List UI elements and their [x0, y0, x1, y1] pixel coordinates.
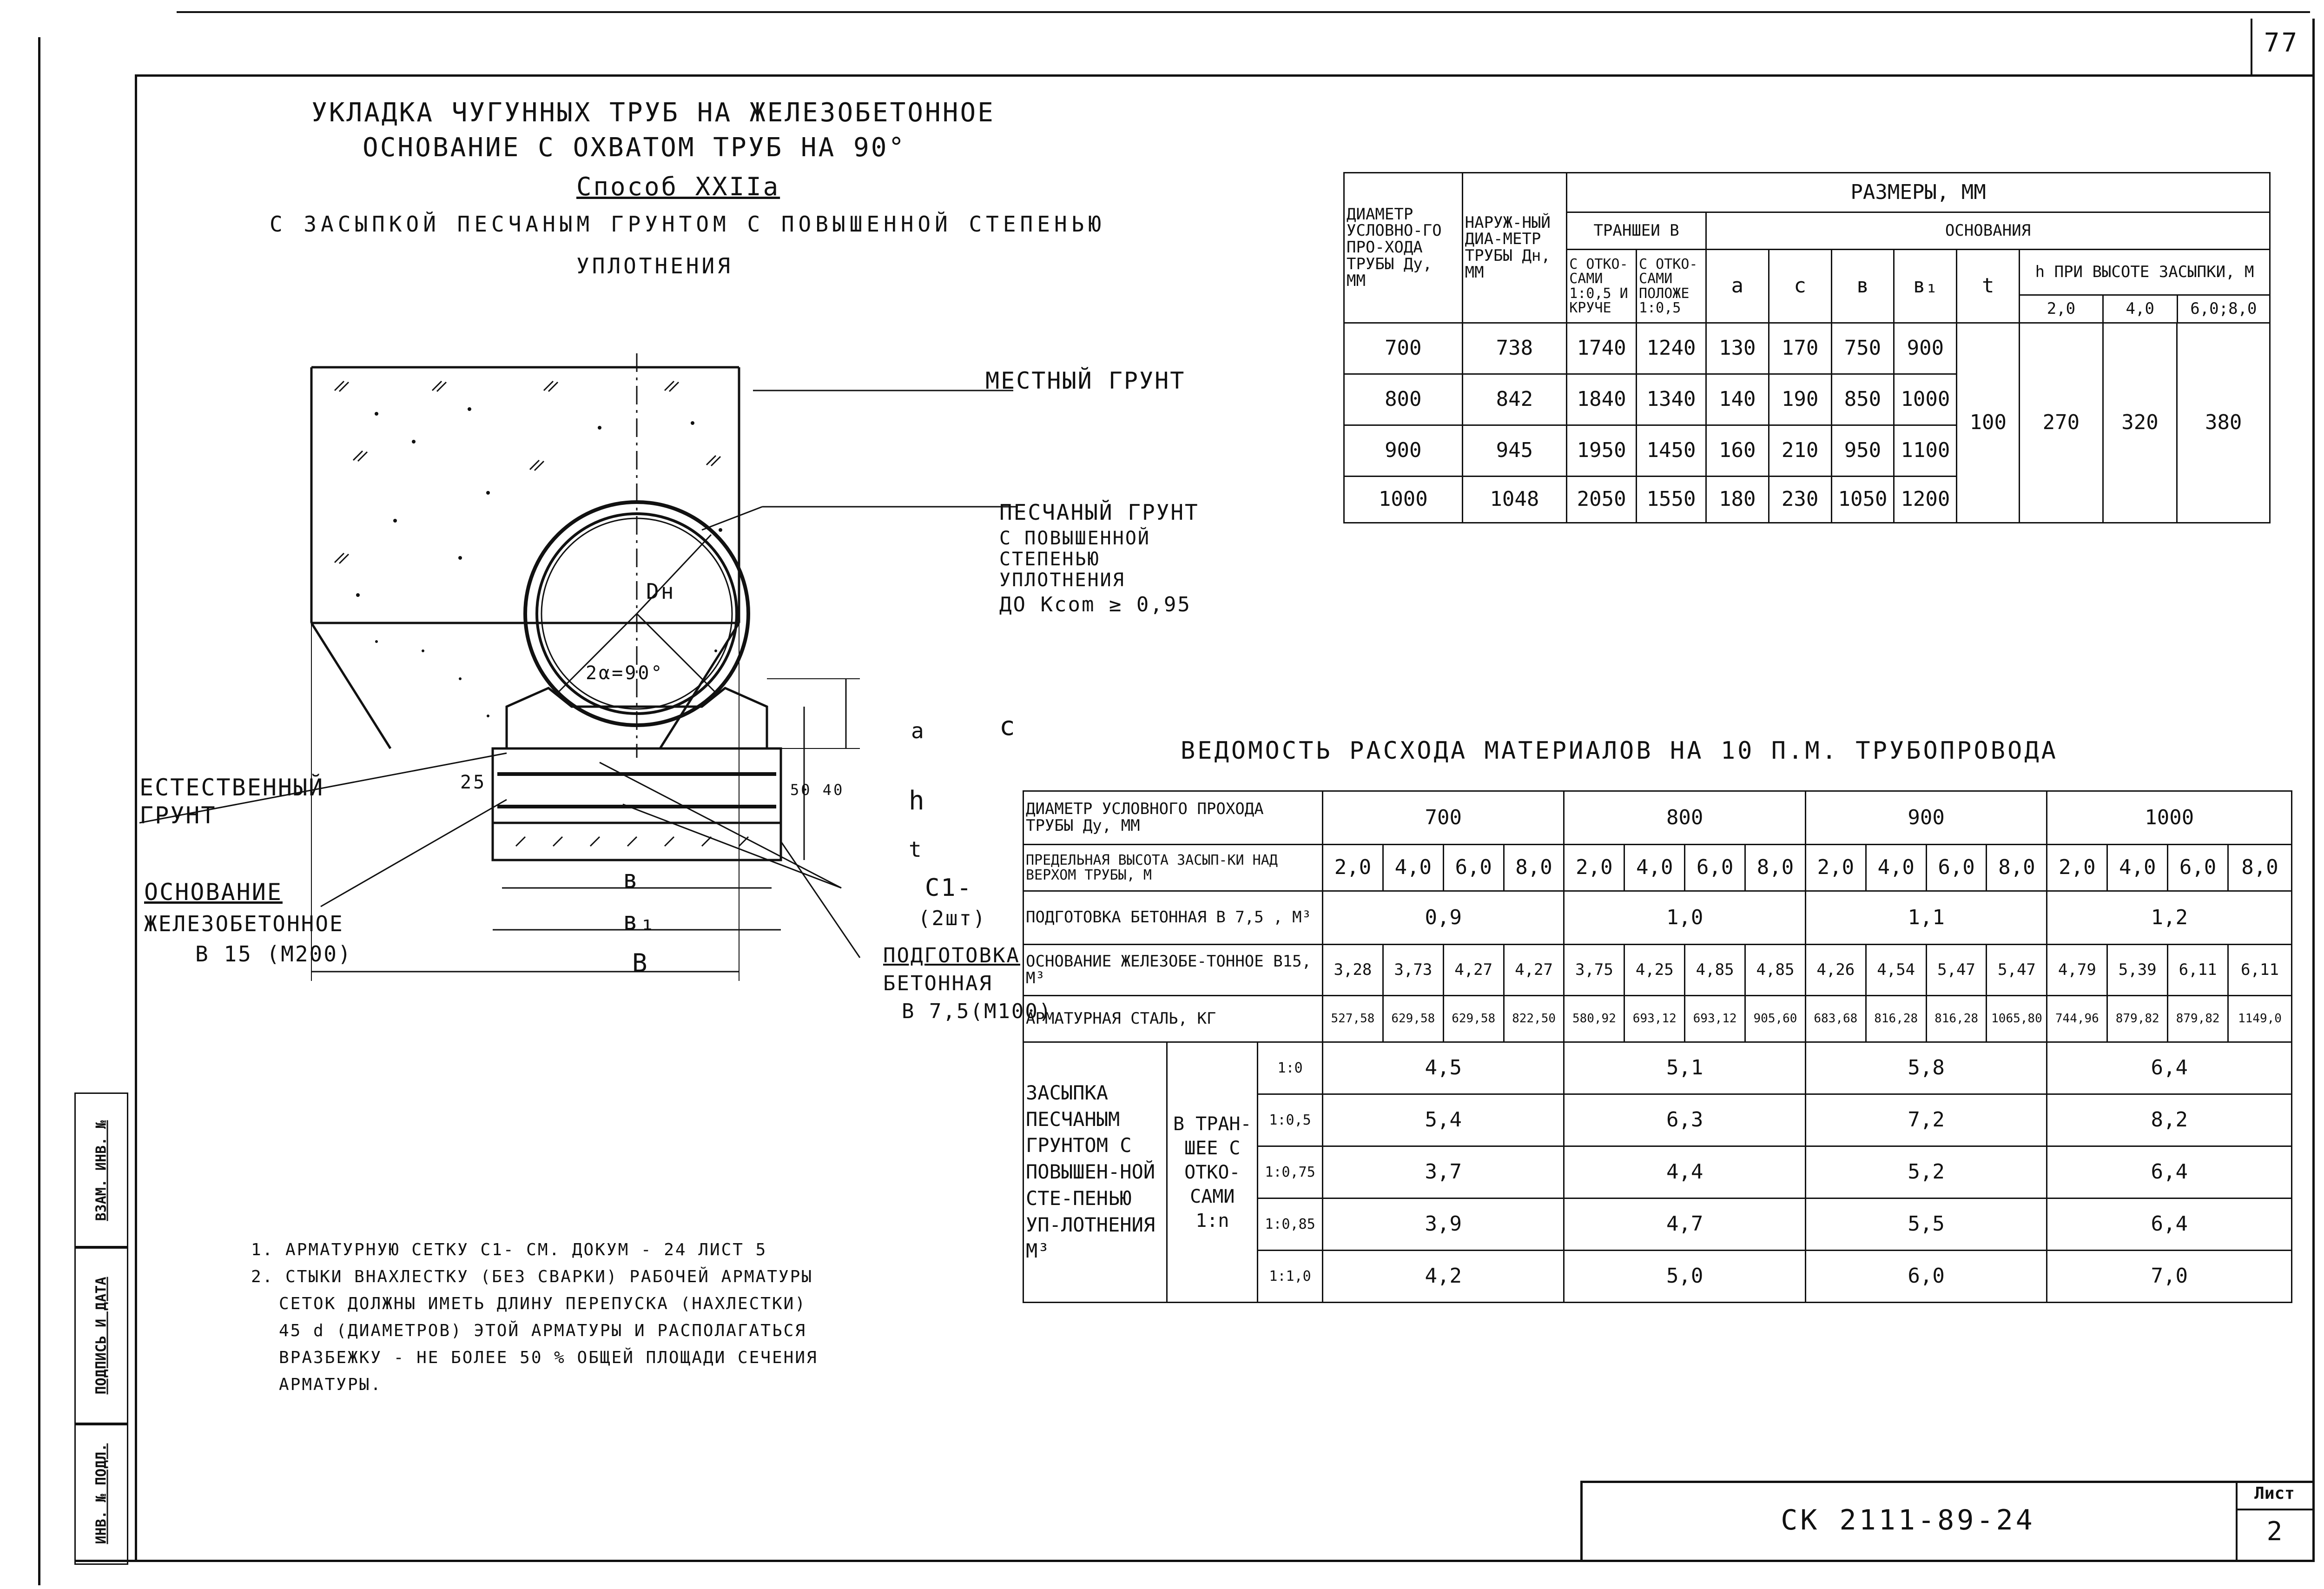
materials-title: ВЕДОМОСТЬ РАСХОДА МАТЕРИАЛОВ НА 10 П.М. ТРУБОПРОВОДА [1181, 737, 2058, 765]
label-dim-b1: в₁ [623, 907, 657, 936]
mat-fill-cell: 3,7 [1323, 1146, 1564, 1198]
mat-header-fill-trench: В ТРАН-ШЕЕ С ОТКО-САМИ 1:n [1167, 1042, 1258, 1303]
mat-header-diameter: ДИАМЕТР УСЛОВНОГО ПРОХОДА ТРУБЫ Ду, ММ [1023, 791, 1323, 845]
dims-header-b1: в₁ [1894, 250, 1957, 323]
dims-h-value-4: 320 [2103, 323, 2177, 523]
mat-height-cell: 2,0 [1805, 845, 1866, 891]
dims-cell: 1240 [1637, 323, 1706, 374]
mat-header-steel: АРМАТУРНАЯ СТАЛЬ, КГ [1023, 996, 1323, 1042]
dims-cell: 1740 [1567, 323, 1637, 374]
dims-cell: 750 [1831, 323, 1894, 374]
dims-header-trench: ТРАНШЕИ В [1567, 212, 1706, 250]
mat-steel-cell: 527,58 [1323, 996, 1383, 1042]
dims-header-t: t [1957, 250, 2020, 323]
dims-header-h-4: 4,0 [2104, 296, 2178, 322]
mat-height-cell: 4,0 [1866, 845, 1926, 891]
mat-prep-cell: 0,9 [1323, 891, 1564, 945]
label-dim-t: t [909, 837, 924, 862]
mat-height-cell: 6,0 [2168, 845, 2228, 891]
mat-fill-cell: 8,2 [2047, 1094, 2292, 1146]
mat-base-cell: 4,54 [1866, 945, 1926, 996]
page-number: 77 [2264, 28, 2299, 58]
mat-steel-cell: 629,58 [1383, 996, 1443, 1042]
mat-base-cell: 6,11 [2228, 945, 2292, 996]
dims-cell: 170 [1769, 323, 1831, 374]
dims-header-h-6-8: 6,0;8,0 [2190, 299, 2257, 318]
dimensions-table [1343, 172, 2271, 523]
mat-base-cell: 4,26 [1805, 945, 1866, 996]
mat-header-prep: ПОДГОТОВКА БЕТОННАЯ В 7,5 , М³ [1023, 891, 1323, 945]
mat-slope-cell: 1:0,85 [1258, 1198, 1323, 1251]
dims-header-outer: НАРУЖ-НЫЙ ДИА-МЕТР ТРУБЫ Дн, ММ [1462, 173, 1567, 323]
note-2-line-2: СЕТОК ДОЛЖНЫ ИМЕТЬ ДЛИНУ ПЕРЕПУСКА (НАХЛЕСТКИ) [279, 1294, 806, 1313]
label-dim-a: а [911, 718, 926, 743]
top-rule [177, 11, 2310, 13]
mat-fill-cell: 5,1 [1564, 1042, 1805, 1094]
mat-steel-cell: 879,82 [2168, 996, 2228, 1042]
dims-cell: 1450 [1637, 425, 1706, 477]
dims-t-value: 100 [1957, 323, 2020, 523]
label-base-1: ОСНОВАНИЕ [144, 879, 283, 906]
mat-steel-cell: 693,12 [1624, 996, 1685, 1042]
mat-height-cell: 8,0 [1745, 845, 1806, 891]
stamp-cell-inventory [74, 1423, 128, 1565]
label-prep-1: ПОДГОТОВКА [883, 944, 1020, 967]
mat-fill-cell: 4,4 [1564, 1146, 1805, 1198]
mat-fill-cell: 6,4 [2047, 1198, 2292, 1251]
mat-steel-cell: 744,96 [2047, 996, 2107, 1042]
label-natural-soil-1: ЕСТЕСТВЕННЫЙ [139, 774, 324, 801]
mat-diam-700: 700 [1323, 791, 1564, 845]
dims-header-h: h ПРИ ВЫСОТЕ ЗАСЫПКИ, М [2020, 250, 2269, 296]
dims-h-value-2: 270 [2020, 323, 2103, 523]
stamp-inventory-label: ИНВ. № ПОДЛ. [93, 1443, 110, 1544]
mat-fill-cell: 4,2 [1323, 1251, 1564, 1303]
mat-prep-cell: 1,2 [2047, 891, 2292, 945]
mat-height-cell: 8,0 [1504, 845, 1564, 891]
dims-cell: 130 [1706, 323, 1769, 374]
mat-base-cell: 3,28 [1323, 945, 1383, 996]
mat-steel-cell: 822,50 [1504, 996, 1564, 1042]
mat-height-cell: 2,0 [2047, 845, 2107, 891]
mat-height-cell: 6,0 [1443, 845, 1504, 891]
mat-base-cell: 4,27 [1443, 945, 1504, 996]
dims-cell: 230 [1769, 477, 1831, 523]
mat-height-cell: 8,0 [1987, 845, 2047, 891]
mat-steel-cell: 879,82 [2107, 996, 2168, 1042]
mat-steel-cell: 629,58 [1443, 996, 1504, 1042]
sheet-number: 2 [2266, 1516, 2283, 1547]
dims-cell: 900 [1344, 425, 1463, 477]
dims-cell: 800 [1344, 374, 1463, 425]
dims-cell: 1100 [1894, 425, 1957, 477]
sheet-label: Лист [2254, 1484, 2295, 1503]
mat-height-cell: 2,0 [1564, 845, 1624, 891]
dims-cell: 160 [1706, 425, 1769, 477]
dims-h-value-6-8: 380 [2177, 323, 2270, 523]
mat-header-fill: ЗАСЫПКА ПЕСЧАНЫМ ГРУНТОМ С ПОВЫШЕН-НОЙ СТЕ-ПЕНЬЮ УП-ЛОТНЕНИЯ М³ [1023, 1042, 1167, 1303]
mat-steel-cell: 905,60 [1745, 996, 1806, 1042]
doc-code: СК 2111-89-24 [1781, 1504, 2035, 1536]
dims-cell: 140 [1706, 374, 1769, 425]
mat-steel-cell: 683,68 [1805, 996, 1866, 1042]
note-2-line-4: ВРАЗБЕЖКУ - НЕ БОЛЕЕ 50 % ОБЩЕЙ ПЛОЩАДИ СЕЧЕНИЯ [279, 1348, 818, 1367]
dims-cell: 945 [1462, 425, 1567, 477]
mat-fill-cell: 6,4 [2047, 1146, 2292, 1198]
mat-steel-cell: 1065,80 [1987, 996, 2047, 1042]
label-dim-B: В [632, 948, 649, 978]
mat-fill-cell: 4,5 [1323, 1042, 1564, 1094]
mat-prep-cell: 1,0 [1564, 891, 1805, 945]
mat-base-cell: 3,73 [1383, 945, 1443, 996]
stamp-substitute-label: ВЗАМ. ИНВ. № [93, 1120, 110, 1221]
dims-cell: 1000 [1344, 477, 1463, 523]
mat-base-cell: 4,85 [1745, 945, 1806, 996]
dims-header-h-cell [2020, 250, 2270, 323]
dims-cell: 1200 [1894, 477, 1957, 523]
dims-cell: 1048 [1462, 477, 1567, 523]
mat-height-cell: 4,0 [1383, 845, 1443, 891]
label-angle: 2α=90° [586, 662, 664, 684]
dims-cell: 180 [1706, 477, 1769, 523]
dims-cell: 900 [1894, 323, 1957, 374]
mat-height-cell: 4,0 [2107, 845, 2168, 891]
mat-fill-cell: 7,2 [1805, 1094, 2047, 1146]
dims-cell: 842 [1462, 374, 1567, 425]
dims-cell: 1950 [1567, 425, 1637, 477]
label-prep-2: БЕТОННАЯ [883, 972, 993, 995]
mat-fill-cell: 5,2 [1805, 1146, 2047, 1198]
dims-cell: 850 [1831, 374, 1894, 425]
mat-steel-cell: 693,12 [1685, 996, 1745, 1042]
label-sand-5: ДО Kcom ≥ 0,95 [999, 593, 1191, 616]
dims-header-h-2: 2,0 [2020, 296, 2104, 322]
label-base-2: ЖЕЛЕЗОБЕТОННОЕ [144, 911, 344, 936]
mat-fill-cell: 6,3 [1564, 1094, 1805, 1146]
mat-header-height: ПРЕДЕЛЬНАЯ ВЫСОТА ЗАСЫП-КИ НАД ВЕРХОМ ТРУБЫ, М [1023, 845, 1323, 891]
mat-steel-cell: 580,92 [1564, 996, 1624, 1042]
mat-diam-900: 900 [1805, 791, 2047, 845]
dims-cell: 738 [1462, 323, 1567, 374]
mat-height-cell: 2,0 [1323, 845, 1383, 891]
dims-cell: 950 [1831, 425, 1894, 477]
label-dim-b: в [623, 865, 640, 894]
mat-diam-800: 800 [1564, 791, 1805, 845]
mat-slope-cell: 1:0 [1258, 1042, 1323, 1094]
mat-steel-cell: 1149,0 [2228, 996, 2292, 1042]
method-label: Способ XXIIа [576, 172, 780, 201]
inner-frame-top [135, 74, 2315, 77]
mat-base-cell: 6,11 [2168, 945, 2228, 996]
mat-fill-cell: 5,4 [1323, 1094, 1564, 1146]
label-dim-c: с [999, 711, 1017, 742]
label-local-soil: МЕСТНЫЙ ГРУНТ [985, 367, 1186, 394]
mat-fill-cell: 7,0 [2047, 1251, 2292, 1303]
mat-fill-cell: 4,7 [1564, 1198, 1805, 1251]
note-2-line-1: 2. СТЫКИ ВНАХЛЕСТКУ (БЕЗ СВАРКИ) РАБОЧЕЙ АРМАТУРЫ [251, 1267, 813, 1286]
stamp-signature-label: ПОДПИСЬ И ДАТА [93, 1277, 110, 1395]
title-block-sheet-hline [2236, 1509, 2312, 1510]
dims-cell: 210 [1769, 425, 1831, 477]
mat-header-base: ОСНОВАНИЕ ЖЕЛЕЗОБЕ-ТОННОЕ В15, М³ [1023, 945, 1323, 996]
label-base-3: В 15 (М200) [195, 941, 352, 967]
dims-row [1344, 323, 2270, 374]
dims-cell: 1050 [1831, 477, 1894, 523]
dims-header-sizes: РАЗМЕРЫ, ММ [1567, 173, 2270, 212]
mat-slope-cell: 1:0,75 [1258, 1146, 1323, 1198]
mat-height-cell: 8,0 [2228, 845, 2292, 891]
label-sand-1: ПЕСЧАНЫЙ ГРУНТ [999, 500, 1199, 525]
mat-slope-cell: 1:1,0 [1258, 1251, 1323, 1303]
materials-table [1023, 790, 2292, 1303]
mat-fill-cell: 3,9 [1323, 1198, 1564, 1251]
notes [251, 1237, 995, 1398]
dims-cell: 700 [1344, 323, 1463, 374]
mat-fill-cell: 6,4 [2047, 1042, 2292, 1094]
label-sand-2: С ПОВЫШЕННОЙ [999, 528, 1150, 549]
mat-base-cell: 5,47 [1987, 945, 2047, 996]
mat-base-cell: 3,75 [1564, 945, 1624, 996]
dims-header-trench-gentle: С ОТКО-САМИ ПОЛОЖЕ 1:0,5 [1637, 250, 1706, 323]
mat-height-cell: 4,0 [1624, 845, 1685, 891]
label-sand-3: СТЕПЕНЬЮ [999, 549, 1100, 570]
dims-cell: 190 [1769, 374, 1831, 425]
stamp-cell-substitute [74, 1092, 128, 1249]
dims-cell: 1840 [1567, 374, 1637, 425]
dims-cell: 2050 [1567, 477, 1637, 523]
mat-slope-cell: 1:0,5 [1258, 1094, 1323, 1146]
label-c1: С1- [925, 874, 973, 902]
mat-fill-cell: 6,0 [1805, 1251, 2047, 1303]
mat-base-cell: 5,39 [2107, 945, 2168, 996]
dims-header-b: в [1831, 250, 1894, 323]
mat-fill-cell: 5,0 [1564, 1251, 1805, 1303]
mat-base-cell: 4,85 [1685, 945, 1745, 996]
label-prep-3: В 7,5(М100) [902, 1000, 1053, 1023]
label-dn: Dн [646, 579, 676, 604]
label-dim-25: 25 [460, 772, 487, 793]
title-line-2: ОСНОВАНИЕ С ОХВАТОМ ТРУБ НА 90° [363, 132, 906, 163]
dims-header-trench-steep: С ОТКО-САМИ 1:0,5 И КРУЧЕ [1567, 250, 1637, 323]
note-2-line-5: АРМАТУРЫ. [279, 1375, 383, 1394]
dims-cell: 1550 [1637, 477, 1706, 523]
label-natural-soil-2: ГРУНТ [139, 802, 217, 829]
label-c1-count: (2шт) [918, 907, 987, 930]
mat-base-cell: 5,47 [1926, 945, 1987, 996]
inner-frame-right [2312, 19, 2315, 1562]
outer-left-rule [38, 37, 40, 1585]
stamp-cell-signature [74, 1246, 128, 1425]
label-dim-50: 50 40 [790, 781, 845, 799]
mat-base-cell: 4,25 [1624, 945, 1685, 996]
mat-fill-cell: 5,5 [1805, 1198, 2047, 1251]
dims-cell: 1000 [1894, 374, 1957, 425]
note-2-line-3: 45 d (ДИАМЕТРОВ) ЭТОЙ АРМАТУРЫ И РАСПОЛАГАТЬСЯ [279, 1321, 806, 1340]
mat-base-cell: 4,79 [2047, 945, 2107, 996]
label-dim-h: h [909, 786, 926, 816]
label-sand-4: УПЛОТНЕНИЯ [999, 569, 1125, 591]
mat-base-cell: 4,27 [1504, 945, 1564, 996]
dims-header-base: ОСНОВАНИЯ [1706, 212, 2270, 250]
dims-header-a: а [1706, 250, 1769, 323]
mat-fill-cell: 5,8 [1805, 1042, 2047, 1094]
dims-header-diameter: ДИАМЕТР УСЛОВНО-ГО ПРО-ХОДА ТРУБЫ Ду, ММ [1344, 173, 1463, 323]
mat-height-cell: 6,0 [1926, 845, 1987, 891]
dims-header-c: с [1769, 250, 1831, 323]
title-line-3: С ЗАСЫПКОЙ ПЕСЧАНЫМ ГРУНТОМ С ПОВЫШЕННОЙ СТЕПЕНЬЮ [270, 212, 1106, 237]
mat-prep-cell: 1,1 [1805, 891, 2047, 945]
mat-height-cell: 6,0 [1685, 845, 1745, 891]
mat-diam-1000: 1000 [2047, 791, 2292, 845]
note-1: 1. АРМАТУРНУЮ СЕТКУ С1- СМ. ДОКУМ - 24 ЛИСТ 5 [251, 1240, 767, 1259]
mat-steel-cell: 816,28 [1926, 996, 1987, 1042]
title-line-4: УПЛОТНЕНИЯ [576, 253, 733, 278]
mat-steel-cell: 816,28 [1866, 996, 1926, 1042]
dims-cell: 1340 [1637, 374, 1706, 425]
title-line-1: УКЛАДКА ЧУГУННЫХ ТРУБ НА ЖЕЛЕЗОБЕТОННОЕ [311, 98, 995, 128]
